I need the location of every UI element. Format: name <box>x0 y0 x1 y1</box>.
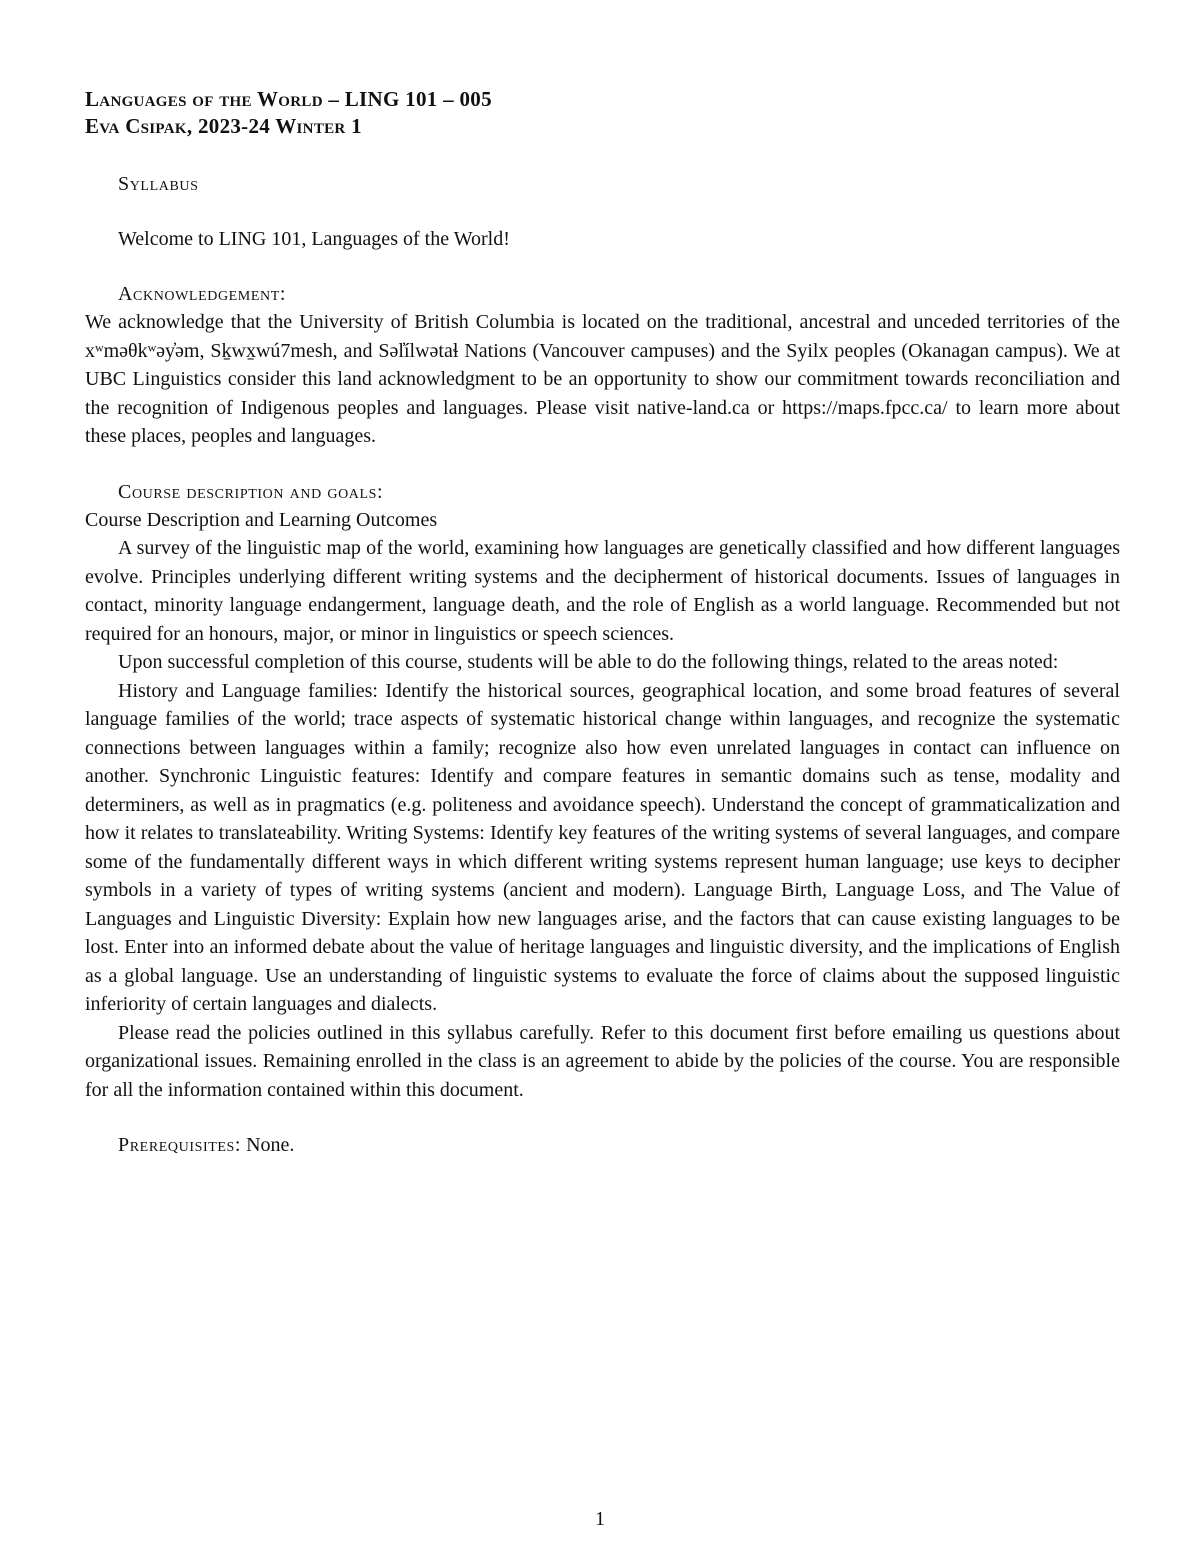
course-title: Languages of the World – LING 101 – 005 <box>85 87 492 111</box>
learning-outcomes-paragraph: History and Language families: Identify the historical sources, geographical location, and some broad features of several language families of the world; trace aspects of systematic historical change within languages, and recognize the systematic connections between languages within a family; recognize also how even unrelated languages in contact can influence on another. Synchronic Linguistic features: Identify and compare features in semantic domains such as tense, modality and determiners, as well as in pragmatics (e.g. politeness and avoidance speech). Understand the concept of grammaticalization and how it relates to translateability. Writing Systems: Identify key features of the writing systems of several languages, and compare some of the fundamentally different ways in which different writing systems represent human language; use keys to decipher symbols in a variety of types of writing systems (ancient and modern). Language Birth, Language Loss, and The Value of Languages and Linguistic Diversity: Explain how new languages arise, and the factors that can cause existing languages to be lost. Enter into an informed debate about the value of heritage languages and linguistic diversity, and the implications of English as a global language. Use an understanding of linguistic systems to evaluate the force of claims about the supposed linguistic inferiority of certain languages and dialects. <box>85 679 1120 1015</box>
prerequisites-label: Prerequisites: <box>118 1134 242 1156</box>
acknowledgement-text: We acknowledge that the University of British Columbia is located on the traditional, ancestral and unceded territories of the xʷməθkʷəy̓əm, Sḵwx̱wú7mesh, and Səl̓ílwətaɬ Nations (Vancouver campuses) and the Syilx peoples (Okanagan campus). We at UBC Linguistics consider this land acknowledgment to be an opportunity to show our commitment towards reconciliation and the recognition of Indigenous peoples and languages. Please visit native-land.ca or https://maps.fpcc.ca/ to learn more about these places, peoples and languages. <box>85 311 1120 447</box>
course-description-heading: Course description and goals: <box>118 480 384 503</box>
course-description-paragraph: A survey of the linguistic map of the world, examining how languages are genetically classified and how different languages evolve. Principles underlying different writing systems and the decipherment of historical documents. Issues of languages in contact, minority language endangerment, language death, and the role of English as a world language. Recommended but not required for an honours, major, or minor in linguistics or speech sciences. <box>85 537 1120 645</box>
syllabus-heading: Syllabus <box>118 173 199 195</box>
course-description-subheading: Course Description and Learning Outcomes <box>85 508 438 531</box>
prerequisites-value: None. <box>246 1134 295 1156</box>
prerequisites-line <box>118 1131 1120 1159</box>
welcome-line: Welcome to LING 101, Languages of the World! <box>118 228 510 250</box>
syllabus-page <box>85 86 1120 1159</box>
page-number: 1 <box>595 1508 605 1530</box>
learning-outcomes-intro: Upon successful completion of this course, students will be able to do the following things, related to the areas noted: <box>118 651 1059 673</box>
acknowledgement-heading: Acknowledgement: <box>118 283 287 305</box>
policies-paragraph: Please read the policies outlined in this syllabus carefully. Refer to this document first before emailing us questions about organizational issues. Remaining enrolled in the class is an agreement to abide by the policies of the course. You are responsible for all the information contained within this document. <box>85 1021 1120 1101</box>
instructor-term: Eva Csipak, 2023-24 Winter 1 <box>85 114 362 138</box>
